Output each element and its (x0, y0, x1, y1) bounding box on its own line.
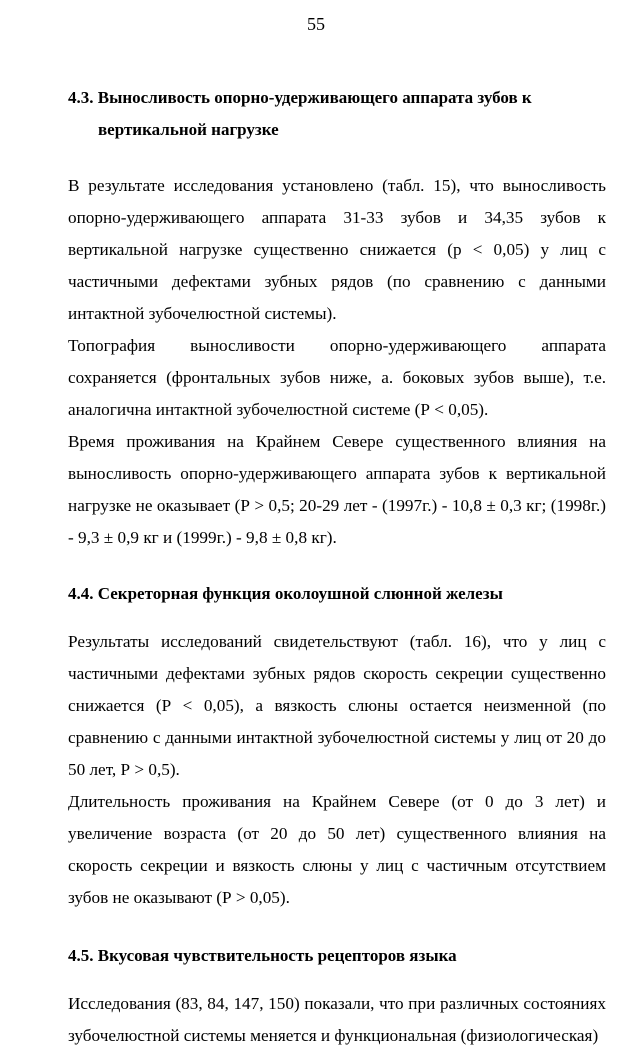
paragraph: В результате исследования установлено (табл. 15), что выносливость опорно-удерживающего аппарата 31-33 зубов и 34,35 зубов к вертикальной нагрузке существенно снижается (р < 0,05) у лиц с частичными дефектами зубных рядов (по сравнению с данными интактной зубочелюстной системы). (68, 176, 606, 323)
paragraph: Длительность проживания на Крайнем Севере (от 0 до 3 лет) и увеличение возраста (от 20 до 50 лет) существенного влияния на скорость секреции и вязкость слюны у лиц с частичным отсутствием зубов не оказывают (Р > 0,05). (68, 792, 606, 907)
document-body (68, 82, 606, 1052)
section-4-3 (68, 82, 606, 554)
paragraph: Время проживания на Крайнем Севере существенного влияния на выносливость опорно-удерживающего аппарата зубов к вертикальной нагрузке не оказывает (Р > 0,5; 20-29 лет - (1997г.) - 10,8 ± 0,3 кг; (1998г.) - 9,3 ± 0,9 кг и (1999г.) - 9,8 ± 0,8 кг). (68, 432, 606, 547)
section-heading (68, 82, 606, 146)
section-heading-line1: 4.3. Выносливость опорно-удерживающего аппарата зубов к (68, 88, 532, 107)
page-number: 55 (307, 14, 325, 34)
section-4-5 (68, 940, 606, 1052)
paragraph: Топография выносливости опорно-удерживающего аппарата сохраняется (фронтальных зубов ниже, а. боковых зубов выше), т.е. аналогична интактной зубочелюстной системе (Р < 0,05). (68, 336, 606, 419)
paragraph: Исследования (83, 84, 147, 150) показали, что при различных состояниях зубочелюстной системы меняется и функциональная (физиологическая) (68, 994, 606, 1045)
section-4-4 (68, 578, 606, 914)
section-heading: 4.5. Вкусовая чувствительность рецепторов языка (68, 946, 457, 965)
section-heading: 4.4. Секреторная функция околоушной слюнной железы (68, 584, 503, 603)
paragraph: Результаты исследований свидетельствуют (табл. 16), что у лиц с частичными дефектами зубных рядов скорость секреции существенно снижается (Р < 0,05), а вязкость слюны остается неизменной (по сравнению с данными интактной зубочелюстной системы у лиц от 20 до 50 лет, Р > 0,5). (68, 632, 606, 779)
section-heading-line2: вертикальной нагрузке (98, 120, 279, 139)
